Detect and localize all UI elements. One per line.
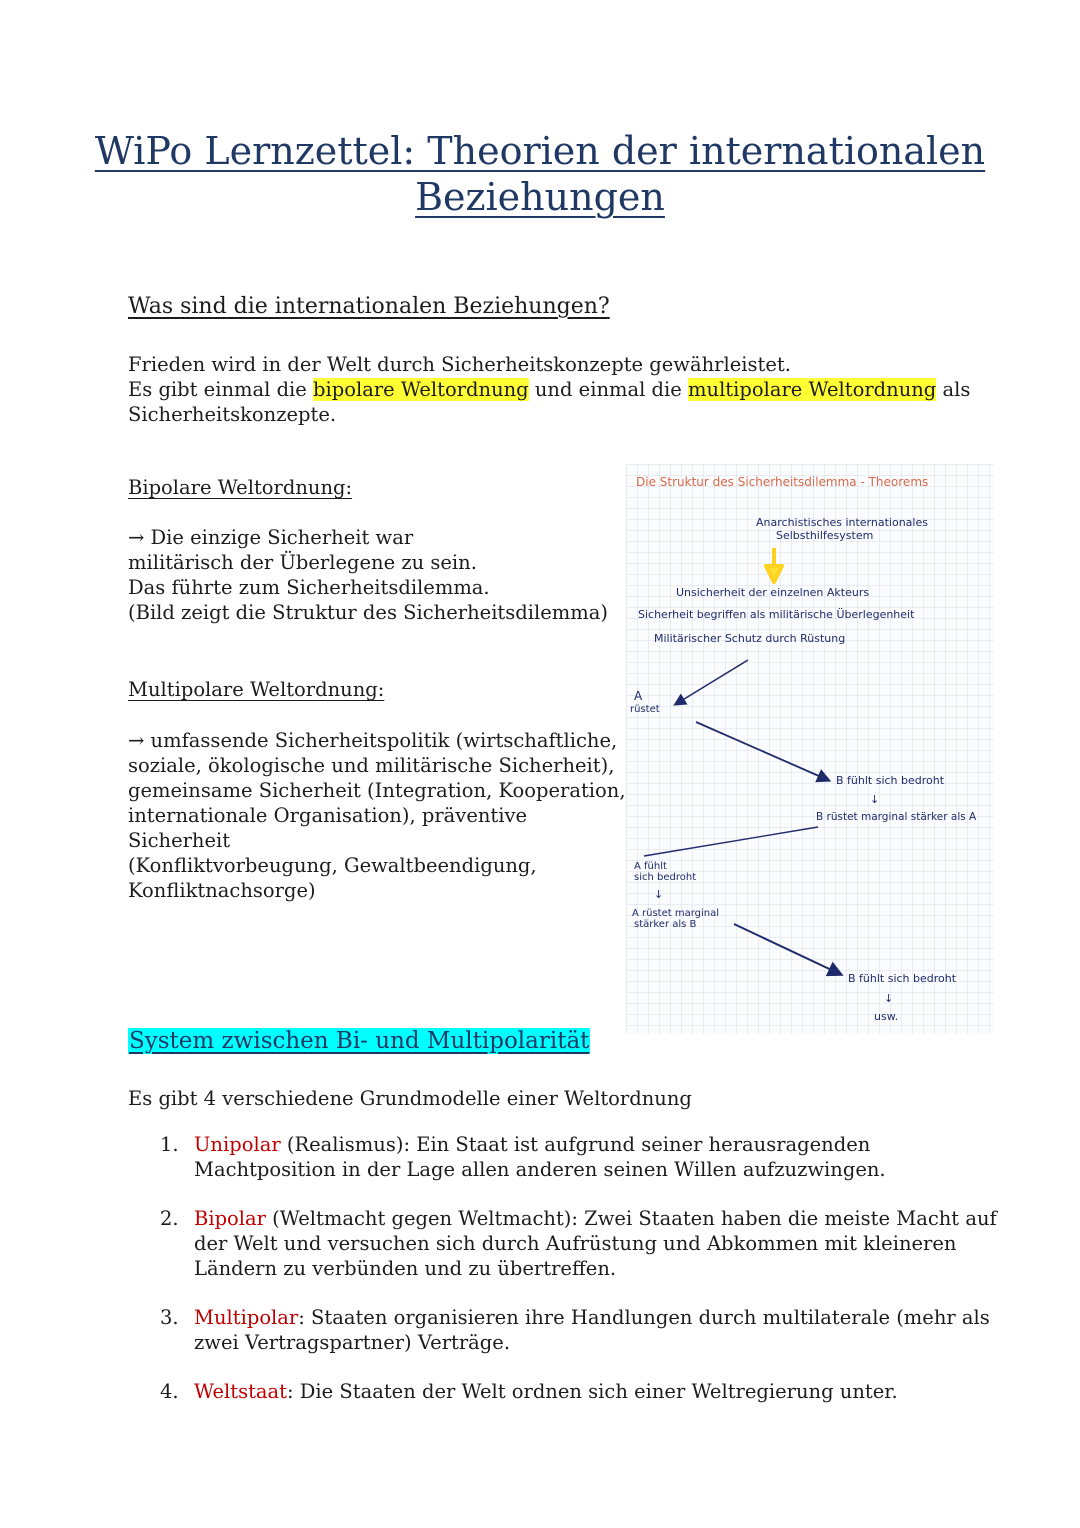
intro-text: als [936,378,971,401]
list-item [160,1206,1014,1281]
system-heading-text: System zwischen Bi- und Multipolarität [129,1028,590,1054]
term-multipolar: Multipolar [194,1306,299,1329]
bipolar-text [128,525,608,625]
sketch-top-line-1: Anarchistisches internationales [756,516,928,529]
bipolar-line: (Bild zeigt die Struktur des Sicherheitsdilemma) [128,601,608,624]
intro-line-2 [128,377,1028,402]
sketch-a3-line-2: stärker als B [634,919,697,930]
sketch-down-arrow-icon: ↓ [870,793,880,806]
list-item [160,1379,1014,1404]
sketch-a-sub: rüstet [630,704,660,715]
multipolar-text [128,728,628,903]
intro-text: Es gibt einmal die [128,378,314,401]
title-line-2: Beziehungen [415,175,665,219]
item-number: 4. [160,1380,179,1403]
highlight-bipolar: bipolare Weltordnung [313,378,529,401]
sketch-down-arrow-icon: ↓ [654,888,664,901]
sketch-a2-line-1: A fühlt [634,861,667,872]
intro-line-3: Sicherheitskonzepte. [128,403,337,426]
security-dilemma-sketch [626,464,994,1034]
grid-lines [626,464,994,1034]
item-number: 1. [160,1133,179,1156]
multipolar-heading: Multipolare Weltordnung: [128,678,385,701]
list-item [160,1305,1014,1355]
item-text: (Realismus): Ein Staat ist aufgrund seiner herausragenden Machtposition in der Lage allen anderen seinen Willen aufzuzwingen. [194,1133,886,1181]
term-unipolar: Unipolar [194,1133,281,1156]
term-bipolar: Bipolar [194,1207,266,1230]
list-item [160,1132,1014,1182]
section-heading-intro: Was sind die internationalen Beziehungen? [128,294,610,319]
sketch-a-label: A [634,689,643,703]
sketch-usw: usw. [874,1010,899,1023]
section-heading-system [128,1028,590,1054]
sketch-a2-line-2: sich bedroht [634,872,697,883]
multipolar-line: (Konfliktvorbeugung, Gewaltbeendigung, [128,854,537,877]
multipolar-line: → umfassende Sicherheitspolitik (wirtschaftliche, [128,729,618,752]
sketch-b-arms: B rüstet marginal stärker als A [816,811,977,823]
sketch-line-unsicherheit: Unsicherheit der einzelnen Akteurs [676,586,870,599]
intro-paragraph [128,352,1028,427]
models-intro: Es gibt 4 verschiedene Grundmodelle einer Weltordnung [128,1087,692,1110]
bipolar-line: militärisch der Überlegene zu sein. [128,551,477,574]
title-line-1: WiPo Lernzettel: Theorien der internationalen [94,129,986,173]
item-number: 2. [160,1207,179,1230]
item-text: : Staaten organisieren ihre Handlungen durch multilaterale (mehr als zwei Vertragspartner) Verträge. [194,1306,990,1354]
sketch-b3-threatened: B fühlt sich bedroht [848,972,957,985]
models-list [128,1132,1014,1428]
item-number: 3. [160,1306,179,1329]
item-text: (Weltmacht gegen Weltmacht): Zwei Staaten haben die meiste Macht auf der Welt und versuchen sich durch Aufrüstung und Abkommen mit kleineren Ländern zu verbünden und zu übertreffen. [194,1207,997,1280]
multipolar-line: gemeinsame Sicherheit (Integration, Kooperation, [128,779,626,802]
sketch-a3-line-1: A rüstet marginal [632,908,720,919]
sketch-line-sicherheit: Sicherheit begriffen als militärische Überlegenheit [638,608,915,621]
multipolar-line: internationale Organisation), präventive Sicherheit [128,804,528,852]
bipolar-heading: Bipolare Weltordnung: [128,476,353,499]
page-title [60,128,1020,220]
sketch-down-arrow-icon: ↓ [884,992,894,1005]
item-text: : Die Staaten der Welt ordnen sich einer Weltregierung unter. [287,1380,898,1403]
bipolar-line: → Die einzige Sicherheit war [128,526,414,549]
sketch-line-ruestung: Militärischer Schutz durch Rüstung [654,632,846,645]
multipolar-line: Konfliktnachsorge) [128,879,316,902]
term-weltstaat: Weltstaat [194,1380,287,1403]
intro-line-1: Frieden wird in der Welt durch Sicherheitskonzepte gewährleistet. [128,353,791,376]
sketch-b-threatened: B fühlt sich bedroht [836,774,945,787]
bipolar-line: Das führte zum Sicherheitsdilemma. [128,576,490,599]
sketch-top-line-2: Selbsthilfesystem [776,529,874,542]
multipolar-line: soziale, ökologische und militärische Sicherheit), [128,754,615,777]
sketch-title: Die Struktur des Sicherheitsdilemma - Theorems [636,475,929,489]
intro-text: und einmal die [528,378,689,401]
highlight-multipolar: multipolare Weltordnung [688,378,937,401]
